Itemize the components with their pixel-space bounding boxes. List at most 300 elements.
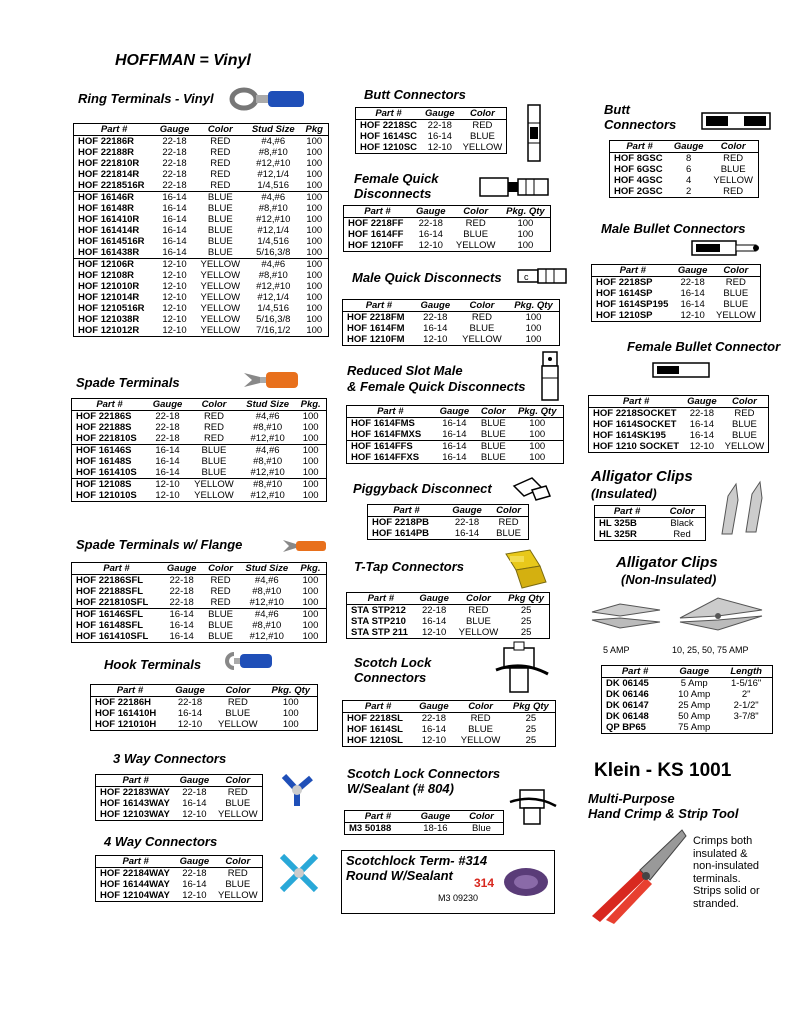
table-cell: 12-10 bbox=[162, 303, 187, 314]
table-cell: 12-10 bbox=[162, 325, 187, 336]
hook-terminal-icon bbox=[218, 650, 274, 672]
table-cell: 5/16,3/8 bbox=[256, 314, 291, 325]
table-row bbox=[356, 131, 507, 142]
table-cell: 16-14 bbox=[162, 225, 187, 236]
column-header: Gauge bbox=[411, 206, 451, 218]
table-row bbox=[72, 456, 327, 467]
table-cell: BLUE bbox=[188, 445, 240, 457]
table-cell: 6 bbox=[686, 164, 692, 175]
table-cell: #8,#10 bbox=[258, 147, 288, 158]
part-number-cell: HOF 121038R bbox=[78, 314, 140, 325]
column-header: Part # bbox=[72, 563, 161, 575]
table-cell: BLUE bbox=[201, 456, 227, 467]
part-number-cell: HOF 16144WAY bbox=[100, 879, 170, 890]
table-cell: Black bbox=[670, 518, 694, 529]
table-row bbox=[74, 158, 329, 169]
scotch-term-title-1: Scotchlock Term- #314 bbox=[346, 853, 488, 868]
table-row bbox=[72, 422, 327, 433]
butt-connector-icon bbox=[521, 103, 547, 163]
table-cell: 100 bbox=[525, 323, 542, 334]
three-way-table bbox=[95, 774, 263, 821]
table-cell: 25 bbox=[525, 713, 537, 724]
butt-connector-table bbox=[355, 107, 507, 154]
table-cell: YELLOW bbox=[462, 142, 503, 153]
table-cell: BLUE bbox=[466, 616, 491, 627]
table-cell: 100 bbox=[529, 418, 546, 429]
column-header: Pkg bbox=[301, 124, 329, 136]
table-cell: 100 bbox=[525, 312, 542, 323]
column-header: Color bbox=[211, 685, 265, 697]
table-cell: 100 bbox=[511, 441, 563, 453]
scotch-term-title-2: Round W/Sealant bbox=[346, 868, 453, 883]
column-header: Gauge bbox=[154, 124, 194, 136]
table-cell: 100 bbox=[517, 218, 534, 229]
table-cell: YELLOW bbox=[460, 735, 501, 746]
table-row bbox=[356, 142, 507, 154]
table-cell: YELLOW bbox=[217, 809, 258, 820]
table-cell: 100 bbox=[306, 314, 323, 325]
non-insulated-alligator-table bbox=[601, 665, 773, 734]
table-cell: 100 bbox=[282, 697, 299, 708]
table-cell: 16-14 bbox=[427, 131, 452, 142]
part-number-cell: HOF 2218SP bbox=[596, 277, 653, 288]
table-cell: 22-18 bbox=[427, 120, 452, 131]
column-header: Color bbox=[721, 396, 769, 408]
table-cell: #8,#10 bbox=[252, 586, 282, 597]
part-number-cell: HOF 121010S bbox=[76, 490, 137, 501]
table-cell: 100 bbox=[302, 411, 319, 422]
table-cell: 22-18 bbox=[177, 697, 203, 708]
table-cell: 1-5/16" bbox=[731, 678, 762, 689]
table-cell: #8,#10 bbox=[253, 456, 283, 467]
table-cell: 16-14 bbox=[689, 430, 714, 441]
piggyback-disconnect-icon bbox=[510, 474, 552, 504]
table-cell: 100 bbox=[302, 422, 319, 433]
column-header: Gauge bbox=[668, 666, 720, 678]
table-cell: YELLOW bbox=[200, 303, 241, 314]
table-cell: BLUE bbox=[201, 467, 227, 478]
table-cell: 16-14 bbox=[154, 192, 194, 204]
table-cell: BLUE bbox=[732, 419, 757, 430]
table-cell: RED bbox=[203, 433, 224, 444]
table-cell: 12-10 bbox=[162, 314, 187, 325]
table-cell: 22-18 bbox=[418, 218, 443, 229]
alligator-ins-title-2: (Insulated) bbox=[591, 486, 657, 501]
table-cell: #12,#10 bbox=[249, 631, 284, 642]
table-row bbox=[74, 247, 329, 259]
table-cell: 100 bbox=[302, 620, 319, 631]
spade-flange-table bbox=[71, 562, 327, 643]
part-number-cell: HOF 1210SL bbox=[347, 735, 403, 746]
table-cell: RED bbox=[203, 411, 224, 422]
table-cell: BLUE bbox=[463, 229, 489, 240]
part-number-cell: HL 325B bbox=[599, 518, 637, 529]
table-row bbox=[610, 153, 759, 165]
table-row bbox=[72, 467, 327, 479]
table-cell: BLUE bbox=[720, 164, 746, 175]
table-row bbox=[344, 229, 551, 240]
table-row bbox=[72, 445, 327, 457]
scotch-title-1: Scotch Lock bbox=[354, 655, 432, 670]
table-cell: 100 bbox=[306, 303, 323, 314]
table-cell: BLUE bbox=[480, 452, 506, 463]
table-cell: 12-10 bbox=[182, 809, 207, 820]
table-row bbox=[356, 120, 507, 132]
table-cell: 100 bbox=[306, 158, 323, 169]
table-cell: 16-14 bbox=[421, 616, 447, 627]
table-cell: #4,#6 bbox=[261, 136, 286, 147]
table-cell: 16-14 bbox=[442, 418, 467, 429]
table-cell: BLUE bbox=[468, 724, 493, 735]
table-cell: BLUE bbox=[469, 131, 495, 142]
table-cell: 1/4,516 bbox=[257, 236, 290, 247]
alligator-label-5amp: 5 AMP bbox=[603, 645, 630, 655]
column-header: Gauge bbox=[434, 406, 476, 418]
table-cell: BLUE bbox=[195, 192, 246, 204]
table-cell: BLUE bbox=[208, 620, 233, 631]
part-number-cell: HOF 161410H bbox=[95, 708, 157, 719]
table-cell: 50 Amp bbox=[678, 711, 711, 722]
table-cell: YELLOW bbox=[724, 441, 765, 452]
table-cell: YELLOW bbox=[195, 259, 246, 271]
part-number-cell: HOF 22188SFL bbox=[76, 586, 144, 597]
part-number-cell: HOF 121012R bbox=[78, 325, 140, 336]
table-cell: BLUE bbox=[469, 323, 495, 334]
part-number-cell: HOF 161410R bbox=[78, 214, 140, 225]
table-cell: 7/16,1/2 bbox=[256, 325, 291, 336]
table-cell: 12-10 bbox=[162, 281, 187, 292]
table-cell: 16-14 bbox=[680, 288, 705, 299]
table-cell: 25 bbox=[520, 605, 532, 616]
table-row bbox=[91, 697, 318, 709]
table-cell: RED bbox=[227, 868, 248, 879]
table-cell: 16-14 bbox=[161, 609, 203, 621]
column-header: Color bbox=[475, 406, 511, 418]
column-header: Gauge bbox=[147, 399, 188, 411]
table-cell: 100 bbox=[302, 575, 319, 586]
butt2-title-1: Butt bbox=[604, 102, 630, 117]
table-cell: 100 bbox=[517, 229, 534, 240]
table-cell: #8,#10 bbox=[258, 203, 288, 214]
column-header: Color bbox=[712, 265, 761, 277]
scotch-lock-sealant-table bbox=[344, 810, 504, 835]
column-header: Pkg Qty bbox=[507, 701, 556, 713]
table-cell: RED bbox=[210, 158, 231, 169]
table-row bbox=[72, 620, 327, 631]
part-number-cell: HOF 22188S bbox=[76, 422, 132, 433]
part-number-cell: HOF 1614FFXS bbox=[351, 452, 420, 463]
large-butt-connector-table bbox=[609, 140, 759, 198]
table-cell: 22-18 bbox=[182, 787, 207, 798]
table-cell: Blue bbox=[471, 823, 491, 834]
table-row bbox=[610, 186, 759, 198]
reduced-slot-disconnect-icon bbox=[539, 350, 561, 402]
table-cell: #4,#6 bbox=[239, 609, 295, 621]
column-header: Part # bbox=[610, 141, 670, 153]
table-cell: YELLOW bbox=[200, 270, 241, 281]
table-cell: 100 bbox=[306, 225, 323, 236]
reduced-title-2: & Female Quick Disconnects bbox=[347, 379, 526, 394]
table-cell: YELLOW bbox=[188, 479, 240, 491]
table-cell: 25 bbox=[520, 616, 532, 627]
table-row bbox=[592, 288, 761, 299]
part-number-cell: M3 50188 bbox=[349, 823, 392, 834]
column-header: Gauge bbox=[411, 811, 460, 823]
table-cell: YELLOW bbox=[716, 310, 756, 321]
column-header: Gauge bbox=[674, 265, 712, 277]
column-header: Color bbox=[454, 593, 504, 605]
table-row bbox=[343, 713, 556, 725]
table-cell: #4,#6 bbox=[240, 445, 295, 457]
table-row bbox=[74, 225, 329, 236]
table-cell: RED bbox=[723, 186, 744, 197]
column-header: Part # bbox=[74, 124, 155, 136]
table-cell: 22-18 bbox=[162, 147, 187, 158]
table-cell: 12-10 bbox=[421, 627, 447, 638]
part-number-cell: HOF 22184WAY bbox=[100, 868, 170, 879]
female-bullet-title: Female Bullet Connector bbox=[627, 339, 781, 354]
column-header: Part # bbox=[96, 775, 176, 787]
spade-terminal-icon bbox=[242, 369, 302, 391]
table-cell: #4,#6 bbox=[254, 575, 279, 586]
table-row bbox=[343, 334, 560, 346]
table-cell: RED bbox=[210, 180, 231, 191]
part-number-cell: HOF 1614SC bbox=[360, 131, 418, 142]
table-row bbox=[96, 890, 263, 902]
table-row bbox=[74, 270, 329, 281]
female-bullet-table bbox=[588, 395, 769, 453]
table-row bbox=[72, 479, 327, 491]
column-header: Stud Size bbox=[239, 563, 295, 575]
part-number-cell: HOF 6GSC bbox=[614, 164, 663, 175]
reduced-slot-table bbox=[346, 405, 564, 464]
klein-sub-1: Multi-Purpose bbox=[588, 791, 675, 806]
table-row bbox=[344, 240, 551, 252]
column-header: Gauge bbox=[169, 685, 211, 697]
table-cell: 16-14 bbox=[162, 214, 187, 225]
table-cell: #8,#10 bbox=[253, 422, 283, 433]
table-cell: #12,#10 bbox=[256, 281, 291, 292]
table-row bbox=[72, 609, 327, 621]
table-cell: 12-10 bbox=[427, 142, 452, 153]
table-cell: 22-18 bbox=[162, 158, 187, 169]
table-cell: 100 bbox=[301, 259, 329, 271]
table-cell: BLUE bbox=[480, 418, 506, 429]
ring-terminal-table bbox=[73, 123, 329, 337]
table-row bbox=[74, 214, 329, 225]
column-header: Pkg. Qty bbox=[265, 685, 318, 697]
scotch-lock-sealant-icon bbox=[510, 782, 558, 826]
column-header: Part # bbox=[96, 856, 176, 868]
table-cell: 100 bbox=[525, 334, 542, 345]
part-number-cell: DK 06146 bbox=[606, 689, 649, 700]
table-cell: 100 bbox=[306, 247, 323, 258]
column-header: Pkg. Qty bbox=[508, 300, 560, 312]
female-quick-disconnect-table bbox=[343, 205, 551, 252]
table-cell: 25 bbox=[525, 735, 537, 746]
table-row bbox=[589, 441, 769, 453]
table-row bbox=[589, 408, 769, 420]
part-number-cell: HOF 1210516R bbox=[78, 303, 145, 314]
table-row bbox=[343, 312, 560, 324]
ring-terminal-icon bbox=[230, 86, 310, 112]
svg-text:c: c bbox=[524, 272, 529, 282]
table-cell: RED bbox=[472, 120, 493, 131]
table-row bbox=[592, 299, 761, 310]
part-number-cell: HOF 22186R bbox=[78, 136, 134, 147]
table-cell: 22-18 bbox=[155, 433, 180, 444]
table-cell: 22-18 bbox=[155, 422, 180, 433]
column-header: Gauge bbox=[445, 505, 489, 517]
table-row bbox=[602, 700, 773, 711]
table-row bbox=[368, 517, 529, 529]
column-header: Color bbox=[451, 206, 501, 218]
column-header: Gauge bbox=[421, 108, 459, 120]
part-number-cell: HOF 1210FF bbox=[348, 240, 404, 251]
table-cell: 16-14 bbox=[169, 620, 194, 631]
part-number-cell: DK 06145 bbox=[606, 678, 649, 689]
part-number-cell: HOF 12104WAY bbox=[100, 890, 170, 901]
insulated-alligator-table bbox=[594, 505, 706, 541]
hook-terminal-table bbox=[90, 684, 318, 731]
part-number-cell: HOF 161410S bbox=[76, 467, 137, 478]
large-alligator-clip-icon bbox=[678, 594, 764, 634]
table-cell: RED bbox=[468, 605, 489, 616]
ring-title: Ring Terminals - Vinyl bbox=[78, 91, 214, 106]
table-cell: #8,#10 bbox=[258, 270, 288, 281]
table-cell: 100 bbox=[306, 281, 323, 292]
table-cell: 100 bbox=[302, 456, 319, 467]
table-cell: 100 bbox=[282, 708, 299, 719]
table-cell: 100 bbox=[306, 214, 323, 225]
table-cell: 3-7/8" bbox=[733, 711, 759, 722]
table-cell: BLUE bbox=[225, 879, 251, 890]
table-row bbox=[74, 136, 329, 148]
table-row bbox=[74, 314, 329, 325]
table-cell: YELLOW bbox=[713, 175, 753, 186]
table-cell: 22-18 bbox=[689, 408, 714, 419]
description-line: stranded. bbox=[693, 897, 739, 910]
table-cell: 22-18 bbox=[454, 517, 480, 528]
table-cell: 16-14 bbox=[182, 798, 207, 809]
part-number-cell: HOF 1614SL bbox=[347, 724, 403, 735]
piggyback-table bbox=[367, 504, 529, 540]
table-cell: BLUE bbox=[496, 528, 521, 539]
table-cell: #4,#6 bbox=[246, 259, 301, 271]
column-header: Gauge bbox=[415, 593, 454, 605]
part-number-cell: HOF 1614SP bbox=[596, 288, 653, 299]
table-cell bbox=[720, 722, 772, 734]
table-cell: 12-10 bbox=[155, 490, 180, 501]
crimp-strip-tool-icon bbox=[586, 826, 690, 924]
table-cell: 16-14 bbox=[162, 236, 187, 247]
column-header: Gauge bbox=[413, 701, 454, 713]
ttap-title: T-Tap Connectors bbox=[354, 559, 465, 574]
column-header: Stud Size bbox=[240, 399, 295, 411]
scotch-title-2: Connectors bbox=[354, 670, 427, 685]
table-cell: 100 bbox=[302, 467, 319, 478]
table-cell: YELLOW bbox=[200, 314, 241, 325]
table-cell: 16-14 bbox=[155, 467, 180, 478]
table-cell: 16-14 bbox=[680, 299, 705, 310]
table-cell: RED bbox=[227, 787, 248, 798]
hook-title: Hook Terminals bbox=[104, 657, 202, 672]
table-row bbox=[343, 735, 556, 747]
table-row bbox=[96, 787, 263, 799]
table-cell: 12-10 bbox=[177, 719, 203, 730]
table-row bbox=[589, 419, 769, 430]
part-number-cell: HOF 16146S bbox=[72, 445, 148, 457]
table-cell: RED bbox=[498, 517, 519, 528]
table-cell: 2 bbox=[686, 186, 692, 197]
table-row bbox=[595, 518, 706, 530]
column-header: Pkg. Qty bbox=[501, 206, 551, 218]
part-number-cell: DK 06147 bbox=[606, 700, 649, 711]
scotch-seal-title-2: W/Sealant (# 804) bbox=[347, 781, 454, 796]
table-cell: 5/16,3/8 bbox=[256, 247, 291, 258]
table-row bbox=[74, 169, 329, 180]
table-row bbox=[602, 711, 773, 722]
table-cell: 25 bbox=[520, 627, 532, 638]
table-cell: RED bbox=[210, 597, 231, 608]
scotchlock-term-icon bbox=[500, 864, 552, 900]
table-cell: YELLOW bbox=[462, 334, 502, 345]
table-cell: 22-18 bbox=[169, 597, 194, 608]
part-number-cell: HOF 1210 SOCKET bbox=[593, 441, 680, 452]
table-cell: 12-10 bbox=[689, 441, 714, 452]
scotch-seal-title-1: Scotch Lock Connectors bbox=[347, 766, 501, 781]
column-header: Part # bbox=[589, 396, 684, 408]
part-number-cell: HOF 1614PB bbox=[372, 528, 430, 539]
table-cell: 16-14 bbox=[454, 528, 480, 539]
table-row bbox=[72, 597, 327, 609]
table-row bbox=[91, 719, 318, 731]
column-header: Color bbox=[214, 775, 263, 787]
part-number-cell: HOF 16146SFL bbox=[72, 609, 161, 621]
column-header: Color bbox=[195, 124, 246, 136]
table-row bbox=[96, 868, 263, 880]
table-cell: YELLOW bbox=[458, 627, 499, 638]
male-bullet-table bbox=[591, 264, 761, 322]
table-cell: BLUE bbox=[475, 441, 511, 453]
column-header: Part # bbox=[344, 206, 411, 218]
way4-title: 4 Way Connectors bbox=[104, 834, 218, 849]
description-line: insulated & bbox=[693, 847, 748, 860]
table-cell: 100 bbox=[282, 719, 299, 730]
table-cell: #12,1/4 bbox=[257, 169, 290, 180]
table-row bbox=[74, 303, 329, 314]
part-number-cell: HOF 12108R bbox=[78, 270, 134, 281]
part-number-cell: HOF 16146R bbox=[74, 192, 155, 204]
male-bullet-title: Male Bullet Connectors bbox=[601, 221, 746, 236]
male-quick-disconnect-table bbox=[342, 299, 560, 346]
column-header: Part # bbox=[343, 300, 415, 312]
large-butt-connector-icon bbox=[700, 111, 772, 131]
part-number-cell: HOF 2GSC bbox=[614, 186, 663, 197]
three-way-connector-icon bbox=[280, 772, 314, 808]
table-cell: 22-18 bbox=[162, 169, 187, 180]
table-cell: 12-10 bbox=[680, 310, 705, 321]
table-cell: 16-14 bbox=[418, 229, 443, 240]
table-row bbox=[347, 605, 550, 617]
part-number-cell: HOF 2218PB bbox=[372, 517, 430, 528]
table-row bbox=[74, 180, 329, 192]
part-number-cell: HOF 1614FFS bbox=[347, 441, 434, 453]
butt2-title-2: Connectors bbox=[604, 117, 677, 132]
column-header: Color bbox=[489, 505, 528, 517]
table-cell: 16-14 bbox=[423, 323, 448, 334]
column-header: Color bbox=[708, 141, 758, 153]
